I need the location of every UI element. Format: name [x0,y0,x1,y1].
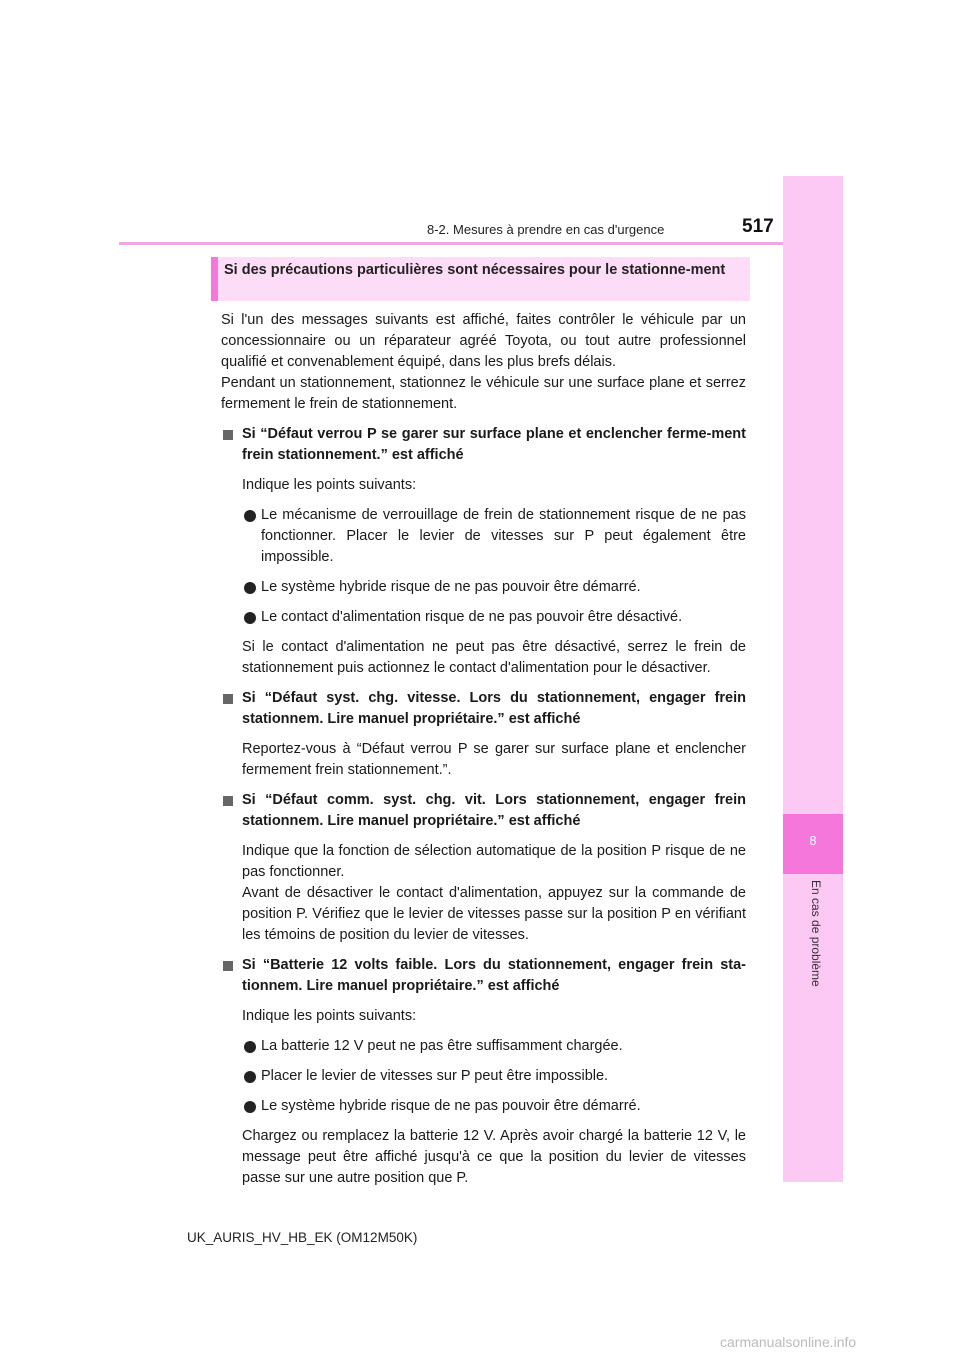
item-heading-text: Si “Défaut verrou P se garer sur surface plane et enclencher ferme-ment frein stationnement.” est affiché [242,426,746,463]
list-item: Le système hybride risque de ne pas pouvoir être démarré. [221,1096,746,1117]
item-heading-text: Si “Batterie 12 volts faible. Lors du stationnement, engager frein sta-tionnem. Lire manuel propriétaire.” est affiché [242,957,746,994]
item-lead: Indique les points suivants: [242,477,417,493]
item-note: Si le contact d'alimentation ne peut pas être désactivé, serrez le frein de stationnement puis actionnez le contact d'alimentation pour le désactiver. [242,639,746,676]
list-item: Placer le levier de vitesses sur P peut être impossible. [221,1066,746,1087]
intro-paragraph: Pendant un stationnement, stationnez le véhicule sur une surface plane et serrez fermement le frein de stationnement. [221,375,746,412]
list-item: Le contact d'alimentation risque de ne pas pouvoir être désactivé. [221,607,746,628]
section-title: 8-2. Mesures à prendre en cas d'urgence [427,222,665,237]
item-heading-text: Si “Défaut syst. chg. vitesse. Lors du stationnement, engager frein stationnem. Lire manuel propriétaire.” est affiché [242,690,746,727]
item-heading [221,688,746,730]
bullet-dot-icon [244,1101,256,1113]
list-item: Le système hybride risque de ne pas pouvoir être démarré. [221,577,746,598]
item-note: Chargez ou remplacez la batterie 12 V. Après avoir chargé la batterie 12 V, le message peut être affiché jusqu'à ce que la position du levier de vitesses passe sur une autre position que P. [242,1128,746,1186]
bullet-dot-icon [244,612,256,624]
chapter-label: En cas de problème [809,880,823,987]
square-bullet-icon [223,694,233,704]
item-body: Indique que la fonction de sélection automatique de la position P risque de ne pas fonctionner. [242,843,746,880]
item-heading [221,955,746,997]
sidebar-tab-upper [783,176,843,814]
square-bullet-icon [223,430,233,440]
watermark-text: carmanualsonline.info [720,1334,857,1350]
item-heading [221,790,746,832]
item-lead: Indique les points suivants: [242,1008,417,1024]
main-content [221,310,746,1189]
square-bullet-icon [223,796,233,806]
list-item: Le mécanisme de verrouillage de frein de stationnement risque de ne pas fonctionner. Placer le levier de vitesses sur P peut également être impossible. [221,505,746,568]
bullet-dot-icon [244,582,256,594]
bullet-dot-icon [244,1041,256,1053]
item-heading [221,424,746,466]
model-code: UK_AURIS_HV_HB_EK (OM12M50K) [187,1230,418,1245]
chapter-number: 8 [809,833,817,848]
header-rule [119,242,783,245]
square-bullet-icon [223,961,233,971]
item-body: Avant de désactiver le contact d'alimentation, appuyez sur la commande de position P. Vérifiez que le levier de vitesses passe sur la position P en vérifiant les témoins de position du levier de vitesses. [242,885,746,943]
section-callout: Si des précautions particulières sont nécessaires pour le stationne-ment [211,257,750,301]
item-body: Reportez-vous à “Défaut verrou P se garer sur surface plane et enclencher fermement frein stationnement.”. [242,741,746,778]
intro-paragraph: Si l'un des messages suivants est affiché, faites contrôler le véhicule par un concessionnaire ou un réparateur agréé Toyota, ou tout autre professionnel qualifié et convenablement équipé, dans les plus brefs délais. [221,312,746,370]
list-item: La batterie 12 V peut ne pas être suffisamment chargée. [221,1036,746,1057]
page-number: 517 [742,216,774,237]
bullet-dot-icon [244,1071,256,1083]
bullet-dot-icon [244,510,256,522]
item-heading-text: Si “Défaut comm. syst. chg. vit. Lors stationnement, engager frein stationnem. Lire manuel propriétaire.” est affiché [242,792,746,829]
